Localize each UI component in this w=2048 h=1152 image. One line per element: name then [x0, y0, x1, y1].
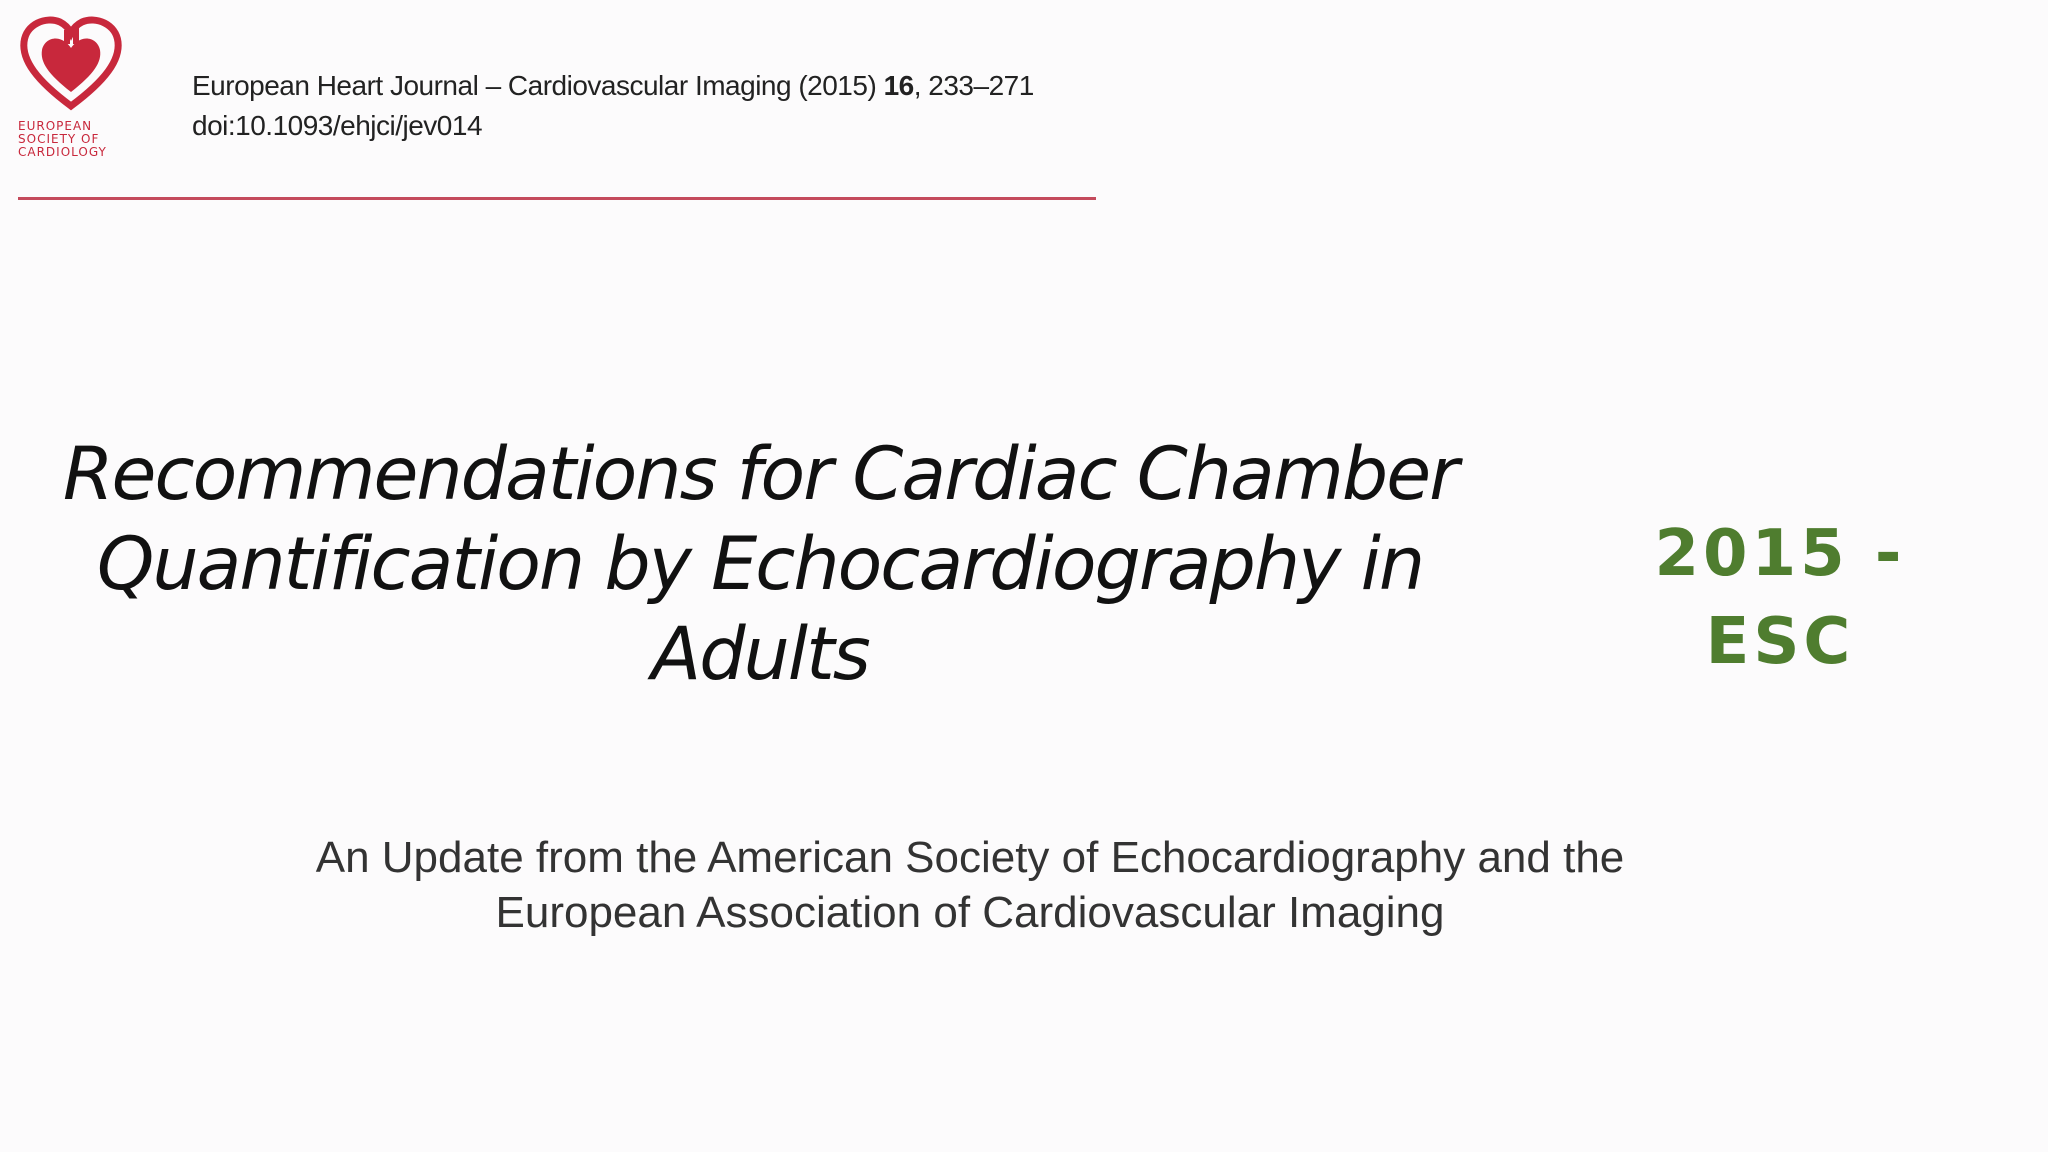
logo-text-line: CARDIOLOGY	[18, 145, 107, 159]
logo-text-line: EUROPEAN	[18, 119, 93, 133]
title-line: Quantification by Echocardiography in	[96, 522, 1424, 607]
citation-doi: doi:10.1093/ehjci/jev014	[192, 110, 483, 141]
journal-header	[0, 0, 1100, 202]
title-line: Recommendations for Cardiac Chamber	[62, 432, 1458, 517]
subtitle-line: European Association of Cardiovascular Imaging	[495, 888, 1445, 937]
esc-logo-wordmark	[18, 120, 148, 159]
title-line: Adults	[651, 612, 869, 697]
slide-title	[60, 430, 1460, 700]
citation-line	[192, 66, 1034, 106]
badge-line: ESC	[1705, 605, 1855, 679]
slide-subtitle	[180, 830, 1760, 940]
header-divider	[18, 197, 1096, 200]
citation-pages: , 233–271	[913, 70, 1034, 101]
badge-line: 2015 -	[1654, 517, 1906, 591]
citation-journal: European Heart Journal – Cardiovascular Imaging (2015)	[192, 70, 884, 101]
citation-volume: 16	[883, 70, 914, 101]
year-society-badge	[1600, 510, 1960, 686]
subtitle-line: An Update from the American Society of Echocardiography and the	[315, 833, 1625, 882]
logo-text-line: SOCIETY OF	[18, 132, 100, 146]
journal-citation	[192, 66, 1034, 146]
